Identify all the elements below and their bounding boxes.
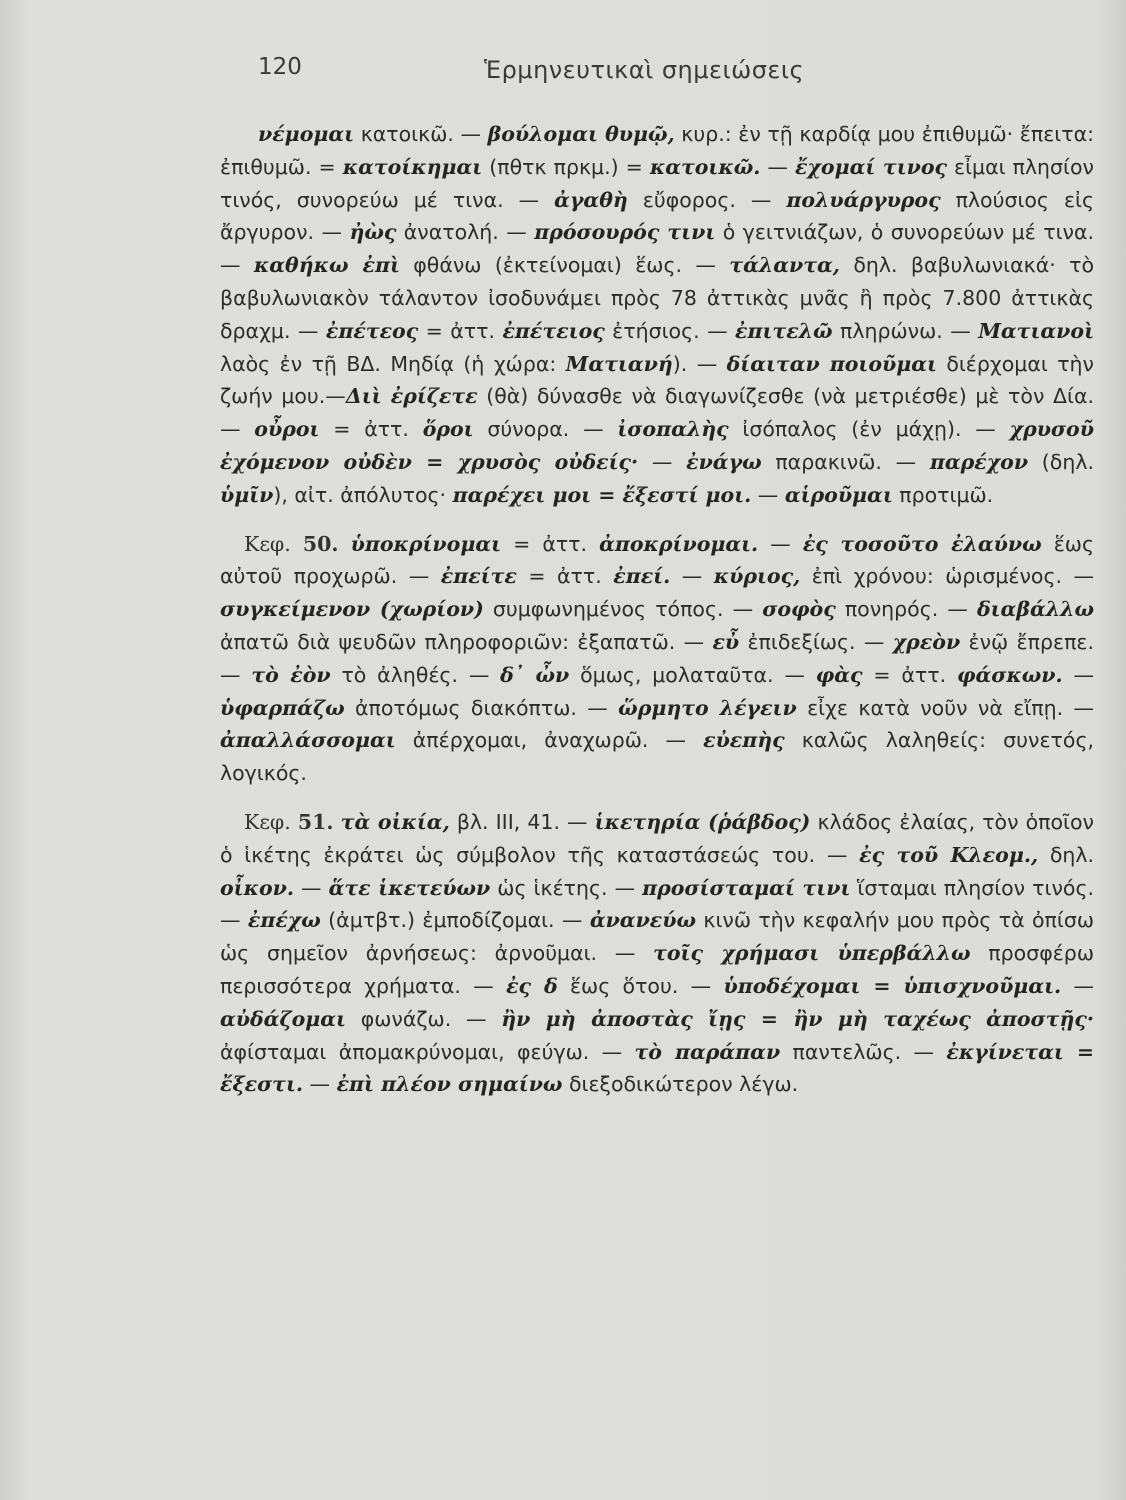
gloss-text: [334, 810, 341, 834]
gloss-text: φθάνω (ἐκτείνομαι) ἕως. —: [399, 253, 730, 278]
gloss-text: —: [294, 875, 329, 900]
lemma: φάσκων.: [956, 662, 1063, 687]
lemma: ὅροι: [422, 417, 474, 442]
lemma: ἐς τοῦ Κλεομ.,: [859, 842, 1039, 867]
gloss-text: —: [1062, 662, 1094, 687]
gloss-text: τὸ ἀληθές. —: [330, 662, 501, 687]
gloss-text: κατοικῶ. —: [354, 122, 488, 146]
lemma: τὰ οἰκία,: [340, 809, 450, 834]
lemma: πρόσουρός τινι: [534, 220, 716, 245]
gloss-text: παντελῶς. —: [780, 1039, 947, 1064]
gloss-text: δηλ. βαβυλωνιακά· τὸ βαβυλωνιακὸν τάλαντον ἰσοδυνάμει πρὸς 78 ἀττικὰς μνᾶς ἢ πρὸς 7.800 ἀττικὰς δραχμ. —: [220, 253, 1094, 343]
lemma: Διὶ ἐρίζετε: [345, 384, 478, 409]
lemma: ἐπέχω: [247, 908, 321, 933]
lemma: ἐπέτεος: [325, 318, 419, 343]
gloss-text: —: [751, 482, 785, 507]
lemma: συγκείμενον (χωρίον): [220, 597, 484, 622]
lemma: ἰσοπαλὴς: [617, 417, 729, 442]
lemma: ἐπὶ πλέον σημαίνω: [336, 1072, 563, 1097]
gloss-text: ἐπὶ χρόνου: ὡρισμένος. —: [800, 564, 1094, 589]
gloss-text: (θὰ) δύνασθε νὰ διαγωνίζεσθε (νὰ μετριέσθε) μὲ τὸν Δία. —: [220, 384, 1094, 442]
gloss-text: ὁ γειτνιάζων, ὁ συνορεύων μέ τινα. —: [220, 220, 1095, 278]
lemma: κατοίκημαι: [342, 154, 483, 179]
lemma: προσίσταμαί τινι: [642, 875, 851, 900]
lemma: ἐς δ: [506, 973, 558, 998]
gloss-text: καλῶς λαληθείς: συνετός, λογικός.: [220, 728, 1094, 786]
gloss-text: —: [1061, 973, 1094, 998]
gloss-text: κυρ.: ἐν τῇ καρδίᾳ μου ἐπιθυμῶ· ἔπειτα: ἐπιθυμῶ. =: [220, 122, 1095, 179]
lemma: πολυάργυρος: [786, 187, 941, 212]
lemma: αἱροῦμαι: [784, 482, 893, 507]
gloss-text: ἀνατολή. —: [396, 220, 535, 245]
page-number: 120: [258, 54, 302, 80]
lemma: κύριος,: [713, 564, 801, 589]
chapter-number: 50.: [302, 531, 339, 556]
chapter-number: 51.: [297, 809, 334, 834]
gloss-text: εἶμαι πλησίον τινός, συνορεύω μέ τινα. —: [220, 154, 1094, 212]
paragraph-notes: [220, 118, 1094, 512]
gloss-text: προτιμῶ.: [892, 482, 994, 507]
gloss-text: ἀπατῶ διὰ ψευδῶν πληροφοριῶν: ἐξαπατῶ. —: [220, 629, 713, 654]
gloss-text: ὅμως, μολαταῦτα. —: [569, 662, 816, 687]
lemma: ὥρμητο λέγειν: [618, 695, 797, 720]
lemma: οὖροι: [254, 417, 320, 442]
lemma: ὑφαρπάζω: [220, 695, 345, 720]
lemma: ἀποκρίνομαι.: [599, 531, 759, 556]
lemma: φὰς: [815, 662, 863, 687]
running-title: Ἑρμηνευτικαὶ σημειώσεις: [484, 56, 805, 84]
gloss-text: κλάδος ἐλαίας, τὸν ὁποῖον ὁ ἱκέτης ἐκράτει ὡς σύμβολον τῆς καταστάσεώς του. —: [220, 809, 1094, 867]
lemma: ἀνανεύω: [589, 908, 697, 933]
gloss-text: —: [670, 564, 714, 589]
gloss-text: —: [760, 154, 795, 179]
gloss-text: ἀφίσταμαι ἀπομακρύνομαι, φεύγω. —: [220, 1039, 635, 1064]
lemma: οἶκον.: [220, 875, 294, 900]
gloss-text: φωνάζω. —: [345, 1006, 502, 1031]
gloss-text: [339, 532, 351, 556]
commentary-body: [220, 118, 1094, 1101]
lemma: τὸ παράπαν: [634, 1039, 781, 1064]
lemma: παρέχει μοι = ἔξεστί μοι.: [452, 482, 752, 507]
lemma: Ματιανοὶ: [978, 318, 1094, 343]
lemma: ἅτε ἱκετεύων: [328, 875, 491, 900]
lemma: Ματιανή: [565, 351, 673, 376]
gloss-text: ἐτήσιος. —: [604, 318, 736, 343]
gloss-text: πονηρός. —: [835, 597, 977, 622]
gloss-text: ἐνῷ ἔπρεπε. —: [220, 629, 1095, 687]
gloss-text: (δηλ.: [1028, 449, 1094, 474]
gloss-text: (ἀμτβτ.) ἐμποδίζομαι. —: [320, 908, 590, 933]
lemma: ἐκγίνεται = ἔξεστι.: [220, 1039, 1095, 1097]
gloss-text: βλ. III, 41. —: [449, 809, 595, 834]
gloss-text: —: [638, 449, 687, 474]
gloss-text: ἰσόπαλος (ἐν μάχῃ). —: [728, 417, 1010, 442]
gloss-text: ἕως ὅτου. —: [557, 973, 724, 998]
lemma: ἐνάγω: [686, 449, 762, 474]
gloss-text: ἀπέρχομαι, ἀναχωρῶ. —: [395, 728, 704, 753]
gloss-text: = ἀττ.: [501, 531, 600, 556]
chapter-label: Κεφ.: [244, 809, 298, 834]
gloss-text: εὔφορος. —: [627, 187, 787, 212]
gloss-text: σύνορα. —: [473, 417, 618, 442]
lemma: ἐς τοσοῦτο ἐλαύνω: [802, 531, 1042, 556]
gloss-text: πληρώνω. —: [832, 318, 979, 343]
lemma: εὖ: [712, 629, 740, 654]
lemma: ἱκετηρία (ῥάβδος): [594, 809, 811, 834]
gloss-text: (πθτκ πρκμ.) =: [482, 154, 650, 179]
paragraph-chapter-51: [220, 806, 1094, 1101]
lemma: ἢν μὴ ἀποστὰς ἴῃς = ἢν μὴ ταχέως ἀποστῇς·: [501, 1006, 1094, 1031]
gloss-text: κινῶ τὴν κεφαλήν μου πρὸς τὰ ὀπίσω ὡς σημεῖον ἀρνήσεως: ἀρνοῦμαι. —: [220, 908, 1094, 966]
lemma: χρυσοῦ ἐχόμενον οὐδὲν = χρυσὸς οὐδείς·: [220, 417, 1094, 474]
paragraph-chapter-50: [220, 528, 1094, 790]
lemma: ἐπεί.: [613, 564, 671, 589]
lemma: βούλομαι θυμῷ,: [487, 122, 675, 146]
gloss-text: = ἀττ.: [862, 662, 957, 687]
gloss-text: = ἀττ.: [418, 318, 503, 343]
lemma: δ᾿ ὦν: [500, 662, 570, 687]
lemma: τοῖς χρήμασι ὑπερβάλλω: [653, 941, 971, 966]
lemma: τάλαντα,: [729, 253, 840, 278]
lemma: χρεὸν: [892, 629, 961, 654]
lemma: νέμομαι: [258, 122, 355, 146]
lemma: ἀπαλλάσσομαι: [220, 728, 396, 753]
lemma: δίαιταν ποιοῦμαι: [726, 351, 937, 376]
lemma: ἐπέτειος: [502, 318, 605, 343]
gloss-text: ). —: [672, 351, 727, 376]
gloss-text: λαὸς ἐν τῇ ΒΔ. Μηδίᾳ (ἡ χώρα:: [220, 351, 566, 376]
gloss-text: ἕως αὐτοῦ προχωρῶ. —: [220, 531, 1094, 589]
gloss-text: ἵσταμαι πλησίον τινός. —: [220, 875, 1094, 933]
lemma: ἀγαθὴ: [554, 187, 628, 212]
lemma: αὐδάζομαι: [220, 1006, 346, 1031]
gloss-text: συμφωνημένος τόπος. —: [483, 597, 763, 622]
gloss-text: —: [758, 531, 803, 556]
lemma: ὑποδέχομαι = ὑπισχνοῦμαι.: [723, 973, 1062, 998]
lemma: εὐεπὴς: [703, 728, 785, 753]
gloss-text: ), αἰτ. ἀπόλυτος·: [273, 482, 453, 507]
lemma: καθήκω ἐπὶ: [253, 253, 400, 278]
lemma: ἐπιτελῶ: [735, 318, 833, 343]
gloss-text: = ἀττ.: [319, 417, 423, 442]
lemma: ὑποκρίνομαι: [350, 531, 502, 556]
lemma: ἠὼς: [349, 220, 397, 245]
lemma: κατοικῶ.: [649, 154, 761, 179]
gloss-text: ἐπιδεξίως. —: [739, 629, 893, 654]
lemma: ὑμῖν: [220, 482, 274, 507]
gloss-text: προσφέρω περισσότερα χρήματα. —: [220, 941, 1094, 998]
gloss-text: ἀποτόμως διακόπτω. —: [344, 695, 619, 720]
lemma: σοφὸς: [762, 597, 836, 622]
chapter-label: Κεφ.: [244, 531, 303, 556]
gloss-text: ὡς ἱκέτης. —: [490, 875, 643, 900]
gloss-text: —: [303, 1072, 337, 1097]
lemma: παρέχον: [929, 449, 1029, 474]
lemma: τὸ ἐὸν: [251, 662, 331, 687]
page-header: [0, 54, 1126, 94]
gloss-text: διέρχομαι τὴν ζωήν μου.—: [220, 351, 1094, 409]
gloss-text: δηλ.: [1038, 842, 1095, 867]
gloss-text: εἶχε κατὰ νοῦν νὰ εἴπῃ. —: [796, 695, 1095, 720]
lemma: διαβάλλω: [976, 597, 1094, 622]
lemma: ἔχομαί τινος: [794, 154, 948, 179]
gloss-text: = ἀττ.: [516, 564, 614, 589]
lemma: ἐπείτε: [440, 564, 517, 589]
gloss-text: διεξοδικώτερον λέγω.: [562, 1072, 799, 1097]
gloss-text: παρακινῶ. —: [761, 449, 930, 474]
gloss-text: πλούσιος εἰς ἄργυρον. —: [220, 187, 1094, 245]
